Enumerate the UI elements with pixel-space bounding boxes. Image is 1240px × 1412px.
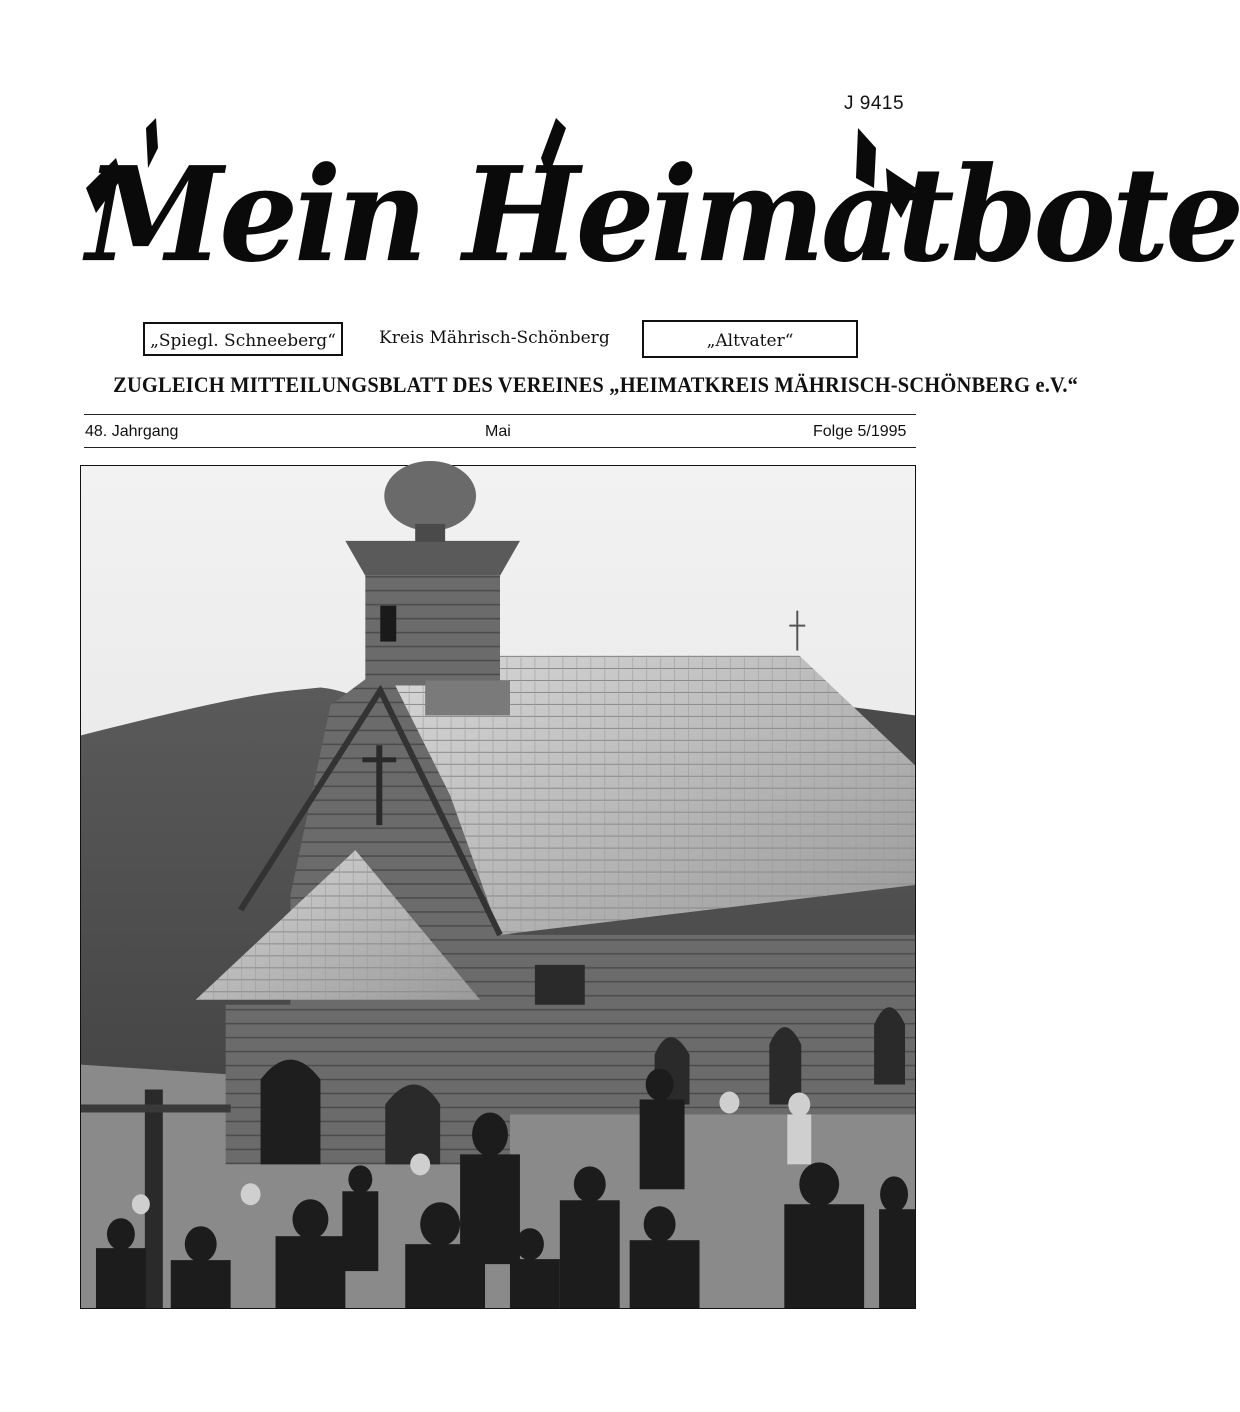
issn-number: J 9415 (844, 93, 905, 114)
masthead-logo (86, 118, 1240, 314)
volume-label: 48. Jahrgang (85, 423, 179, 440)
divider-bottom (84, 447, 916, 448)
district-label: Kreis Mährisch-Schönberg (379, 328, 610, 348)
masthead-title: Mein Heimatbote (86, 139, 1240, 292)
divider-top (84, 414, 916, 415)
region-label-altvater: „Altvater“ (642, 320, 858, 358)
region-label-schneeberg: „Spiegl. Schneeberg“ (143, 322, 343, 356)
subtitle: ZUGLEICH MITTEILUNGSBLATT DES VEREINES „HEIMATKREIS MÄHRISCH-SCHÖNBERG e.V.“ (113, 372, 1079, 397)
month-label: Mai (485, 423, 511, 440)
cover-photo-chapel-pilgrimage (80, 465, 916, 1309)
issue-number-label: Folge 5/1995 (813, 423, 907, 440)
